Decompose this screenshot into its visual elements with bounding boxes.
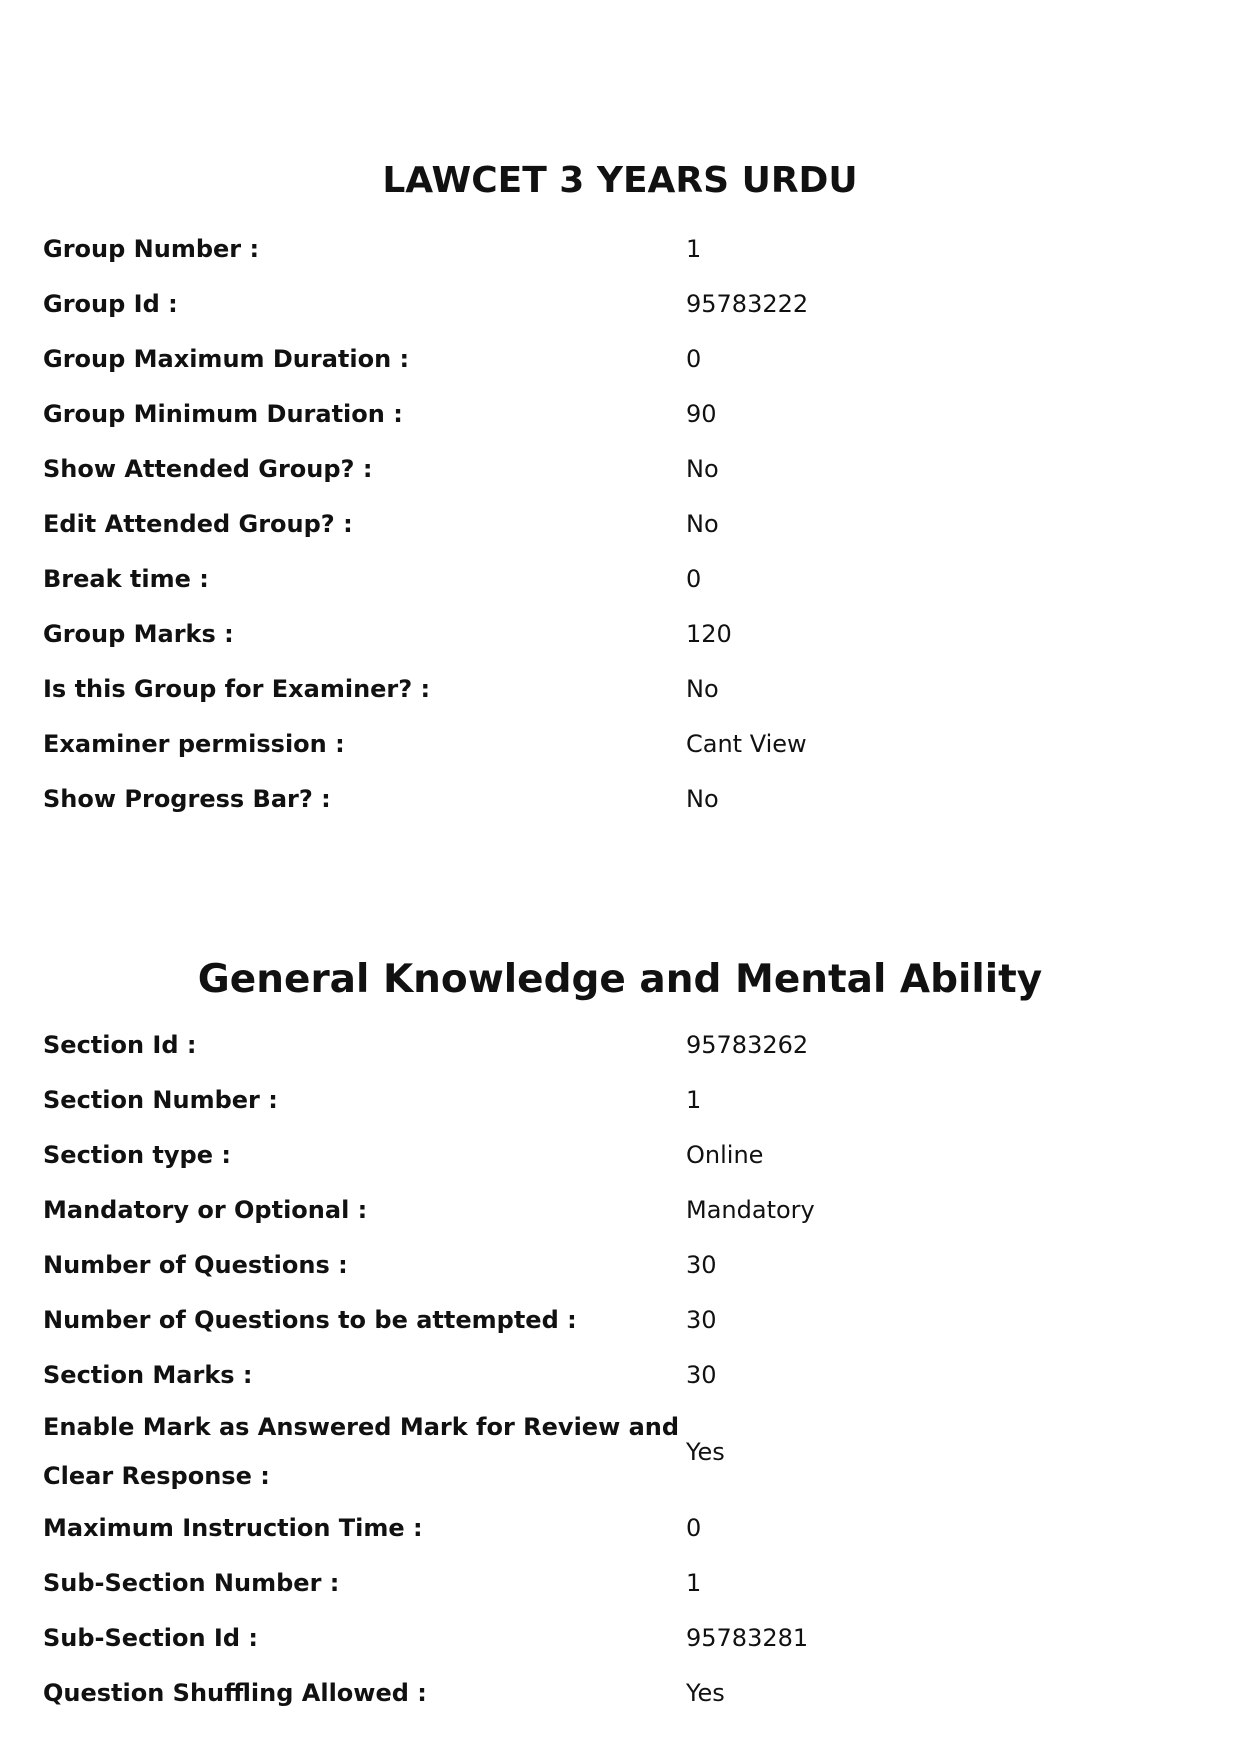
question-shuffling-label: Question Shuffling Allowed :: [43, 1679, 427, 1707]
max-instruction-time-row: [43, 1501, 1183, 1556]
examiner-permission-row: [43, 717, 1183, 772]
mandatory-optional-value: Mandatory: [686, 1196, 815, 1224]
break-time-value: 0: [686, 565, 702, 593]
enable-mark-review-label: Enable Mark as Answered Mark for Review and Clear Response :: [43, 1413, 680, 1490]
group-details-table: [43, 222, 1183, 827]
questions-to-attempt-row: [43, 1293, 1183, 1348]
show-progress-bar-row: [43, 772, 1183, 827]
mandatory-optional-label: Mandatory or Optional :: [43, 1196, 368, 1224]
section-details-table: [43, 1018, 1183, 1721]
group-min-duration-value: 90: [686, 400, 717, 428]
question-shuffling-row: [43, 1666, 1183, 1721]
edit-attended-group-value: No: [686, 510, 719, 538]
group-min-duration-label: Group Minimum Duration :: [43, 400, 403, 428]
section-id-label: Section Id :: [43, 1031, 197, 1059]
question-shuffling-value: Yes: [686, 1679, 725, 1707]
section-marks-row: [43, 1348, 1183, 1403]
break-time-row: [43, 552, 1183, 607]
number-of-questions-value: 30: [686, 1251, 717, 1279]
section-marks-label: Section Marks :: [43, 1361, 253, 1389]
group-title: LAWCET 3 YEARS URDU: [382, 160, 858, 201]
sub-section-id-value: 95783281: [686, 1624, 809, 1652]
group-id-label: Group Id :: [43, 290, 178, 318]
section-type-label: Section type :: [43, 1141, 231, 1169]
examiner-permission-value: Cant View: [686, 730, 807, 758]
group-min-duration-row: [43, 387, 1183, 442]
number-of-questions-label: Number of Questions :: [43, 1251, 348, 1279]
sub-section-id-label: Sub-Section Id :: [43, 1624, 258, 1652]
section-number-value: 1: [686, 1086, 702, 1114]
section-title: General Knowledge and Mental Ability: [197, 957, 1043, 1002]
sub-section-id-row: [43, 1611, 1183, 1666]
group-marks-row: [43, 607, 1183, 662]
section-type-value: Online: [686, 1141, 764, 1169]
section-id-value: 95783262: [686, 1031, 809, 1059]
sub-section-number-value: 1: [686, 1569, 702, 1597]
section-id-row: [43, 1018, 1183, 1073]
group-number-row: [43, 222, 1183, 277]
examiner-permission-label: Examiner permission :: [43, 730, 345, 758]
section-type-row: [43, 1128, 1183, 1183]
group-max-duration-label: Group Maximum Duration :: [43, 345, 410, 373]
sub-section-number-row: [43, 1556, 1183, 1611]
group-marks-value: 120: [686, 620, 732, 648]
questions-to-attempt-value: 30: [686, 1306, 717, 1334]
edit-attended-group-label: Edit Attended Group? :: [43, 510, 353, 538]
show-attended-group-label: Show Attended Group? :: [43, 455, 373, 483]
questions-to-attempt-label: Number of Questions to be attempted :: [43, 1306, 577, 1334]
group-number-value: 1: [686, 235, 702, 263]
sub-section-number-label: Sub-Section Number :: [43, 1569, 340, 1597]
section-number-row: [43, 1073, 1183, 1128]
show-attended-group-row: [43, 442, 1183, 497]
group-number-label: Group Number :: [43, 235, 260, 263]
group-for-examiner-label: Is this Group for Examiner? :: [43, 675, 431, 703]
edit-attended-group-row: [43, 497, 1183, 552]
max-instruction-time-value: 0: [686, 1514, 702, 1542]
max-instruction-time-label: Maximum Instruction Time :: [43, 1514, 423, 1542]
group-max-duration-value: 0: [686, 345, 702, 373]
enable-mark-review-row: [43, 1403, 1183, 1501]
section-marks-value: 30: [686, 1361, 717, 1389]
group-for-examiner-row: [43, 662, 1183, 717]
number-of-questions-row: [43, 1238, 1183, 1293]
enable-mark-review-value: Yes: [686, 1437, 725, 1466]
mandatory-optional-row: [43, 1183, 1183, 1238]
group-marks-label: Group Marks :: [43, 620, 234, 648]
section-number-label: Section Number :: [43, 1086, 278, 1114]
show-attended-group-value: No: [686, 455, 719, 483]
group-max-duration-row: [43, 332, 1183, 387]
break-time-label: Break time :: [43, 565, 209, 593]
show-progress-bar-label: Show Progress Bar? :: [43, 785, 331, 813]
group-id-value: 95783222: [686, 290, 809, 318]
group-for-examiner-value: No: [686, 675, 719, 703]
group-id-row: [43, 277, 1183, 332]
show-progress-bar-value: No: [686, 785, 719, 813]
